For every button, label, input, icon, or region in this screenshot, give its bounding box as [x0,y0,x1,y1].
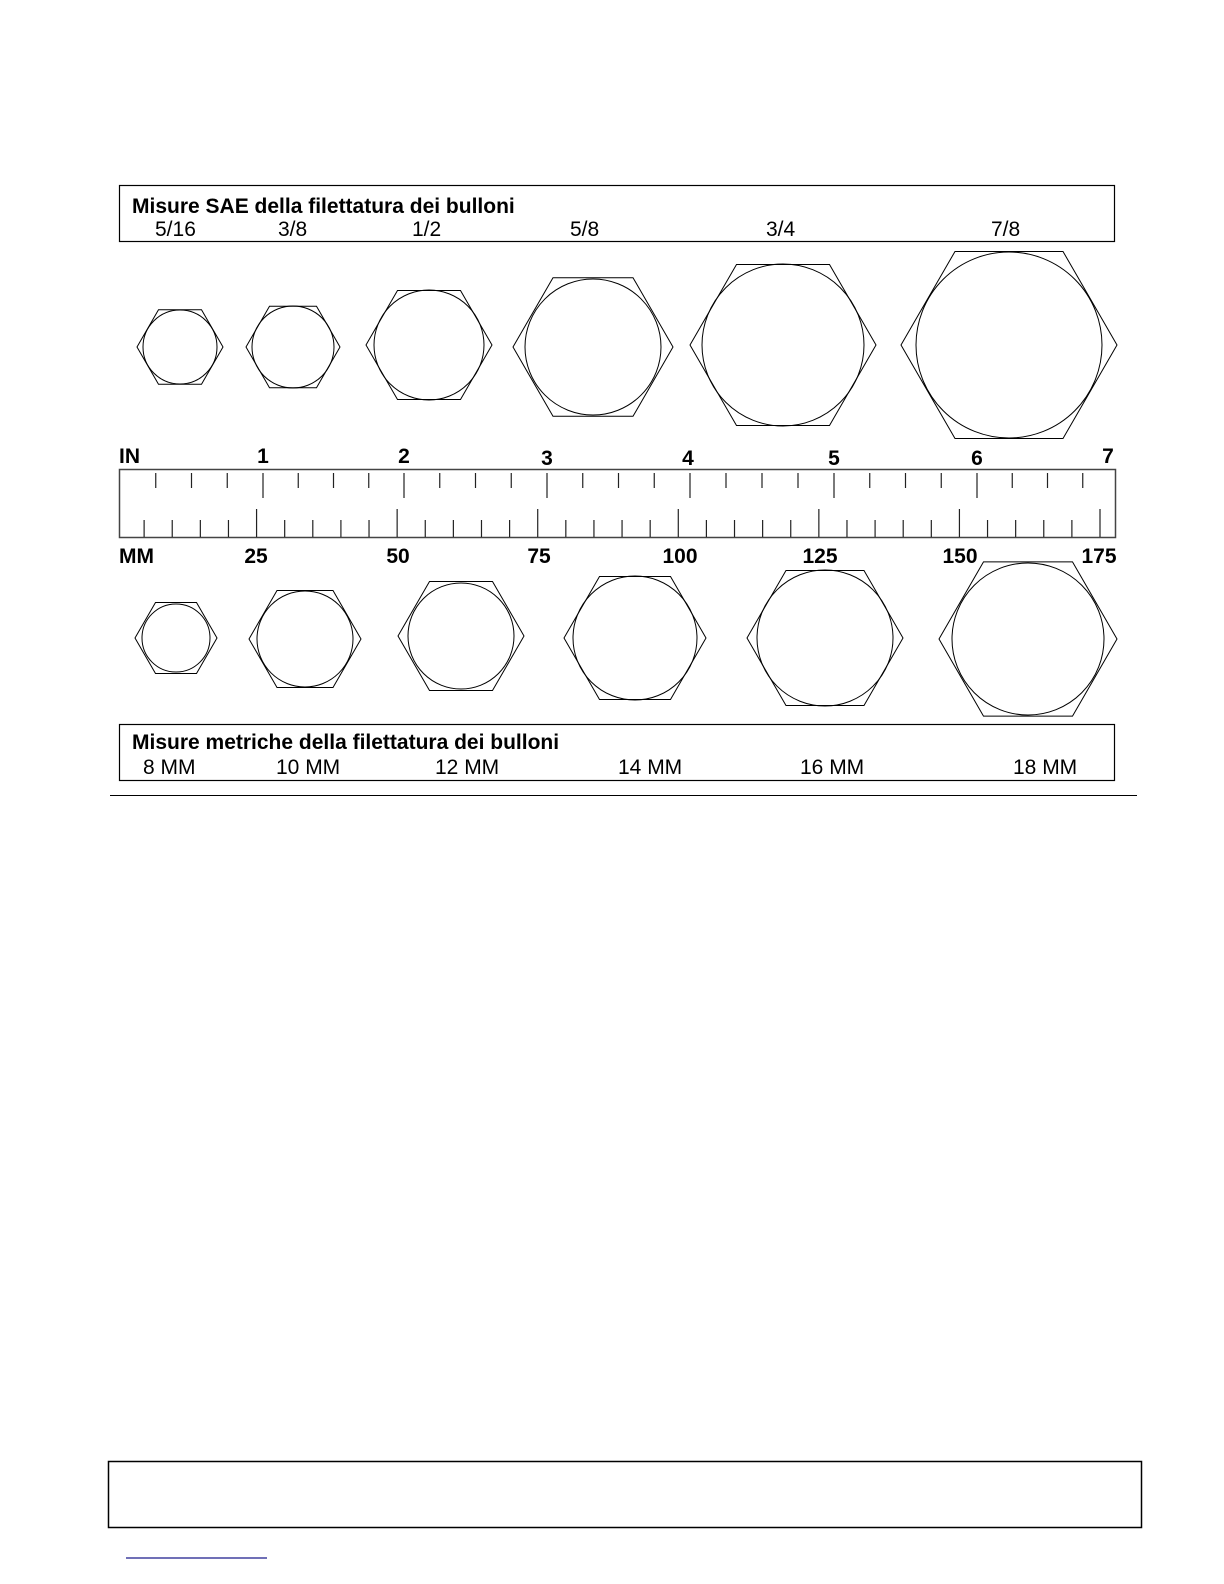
metric-bolt-hex-outline [939,562,1117,716]
sae-bolt-hex-outline [901,251,1117,438]
sae-bolt-circle [702,264,864,426]
metric-size-label: 14 MM [618,756,683,779]
inch-number-row [257,445,1114,470]
mm-number: 150 [942,545,978,568]
sae-bolt-hex-outline [366,290,492,399]
sae-bolt-circle [525,279,661,415]
sae-size-label: 7/8 [991,218,1021,241]
metric-size-label: 10 MM [276,756,341,779]
sae-title: Misure SAE della filettatura dei bulloni [132,195,515,218]
inch-number: 5 [828,447,840,470]
metric-bolt-hex-outline [747,570,903,705]
mm-number: 100 [662,545,698,568]
sae-size-label: 3/4 [766,218,796,241]
metric-size-label: 16 MM [800,756,865,779]
mm-number: 25 [244,545,268,568]
sae-size-label: 3/8 [278,218,308,241]
sae-size-label: 5/8 [570,218,600,241]
mm-unit-label: MM [119,545,154,568]
sae-size-label: 1/2 [412,218,442,241]
footer-box [109,1462,1142,1528]
metric-size-label: 18 MM [1013,756,1078,779]
ruler-ticks [144,473,1100,537]
mm-number: 50 [386,545,410,568]
sae-hex-row [137,251,1117,438]
metric-size-label: 12 MM [435,756,500,779]
metric-bolt-hex-outline [135,602,217,673]
inch-number: 4 [682,447,694,470]
mm-number: 175 [1081,545,1117,568]
metric-bolt-circle [142,604,210,672]
metric-hex-row [135,562,1117,716]
metric-size-label: 8 MM [143,756,196,779]
sae-bolt-hex-outline [137,310,223,384]
inch-number: 2 [398,445,410,468]
sae-bolt-hex-outline [246,306,340,387]
metric-bolt-circle [952,563,1104,715]
sae-size-label: 5/16 [155,218,196,241]
metric-bolt-hex-outline [564,577,706,700]
metric-bolt-circle [257,591,353,687]
ruler-frame [120,470,1116,538]
inch-number: 6 [971,447,983,470]
sae-bolt-circle [143,310,217,384]
inch-number: 3 [541,447,553,470]
sae-bolt-circle [916,252,1102,438]
inch-number: 7 [1102,445,1114,468]
mm-number: 75 [527,545,551,568]
sae-bolt-hex-outline [690,264,876,425]
metric-bolt-circle [408,583,514,689]
sae-bolt-hex-outline [513,278,673,417]
metric-bolt-hex-outline [398,581,524,690]
sae-bolt-circle [374,290,484,400]
metric-title: Misure metriche della filettatura dei bulloni [132,731,560,754]
metric-bolt-circle [757,570,893,706]
metric-bolt-hex-outline [249,591,361,688]
mm-number: 125 [802,545,838,568]
inch-number: 1 [257,445,269,468]
metric-bolt-circle [573,576,697,700]
inch-unit-label: IN [119,445,140,468]
sae-bolt-circle [252,306,334,388]
